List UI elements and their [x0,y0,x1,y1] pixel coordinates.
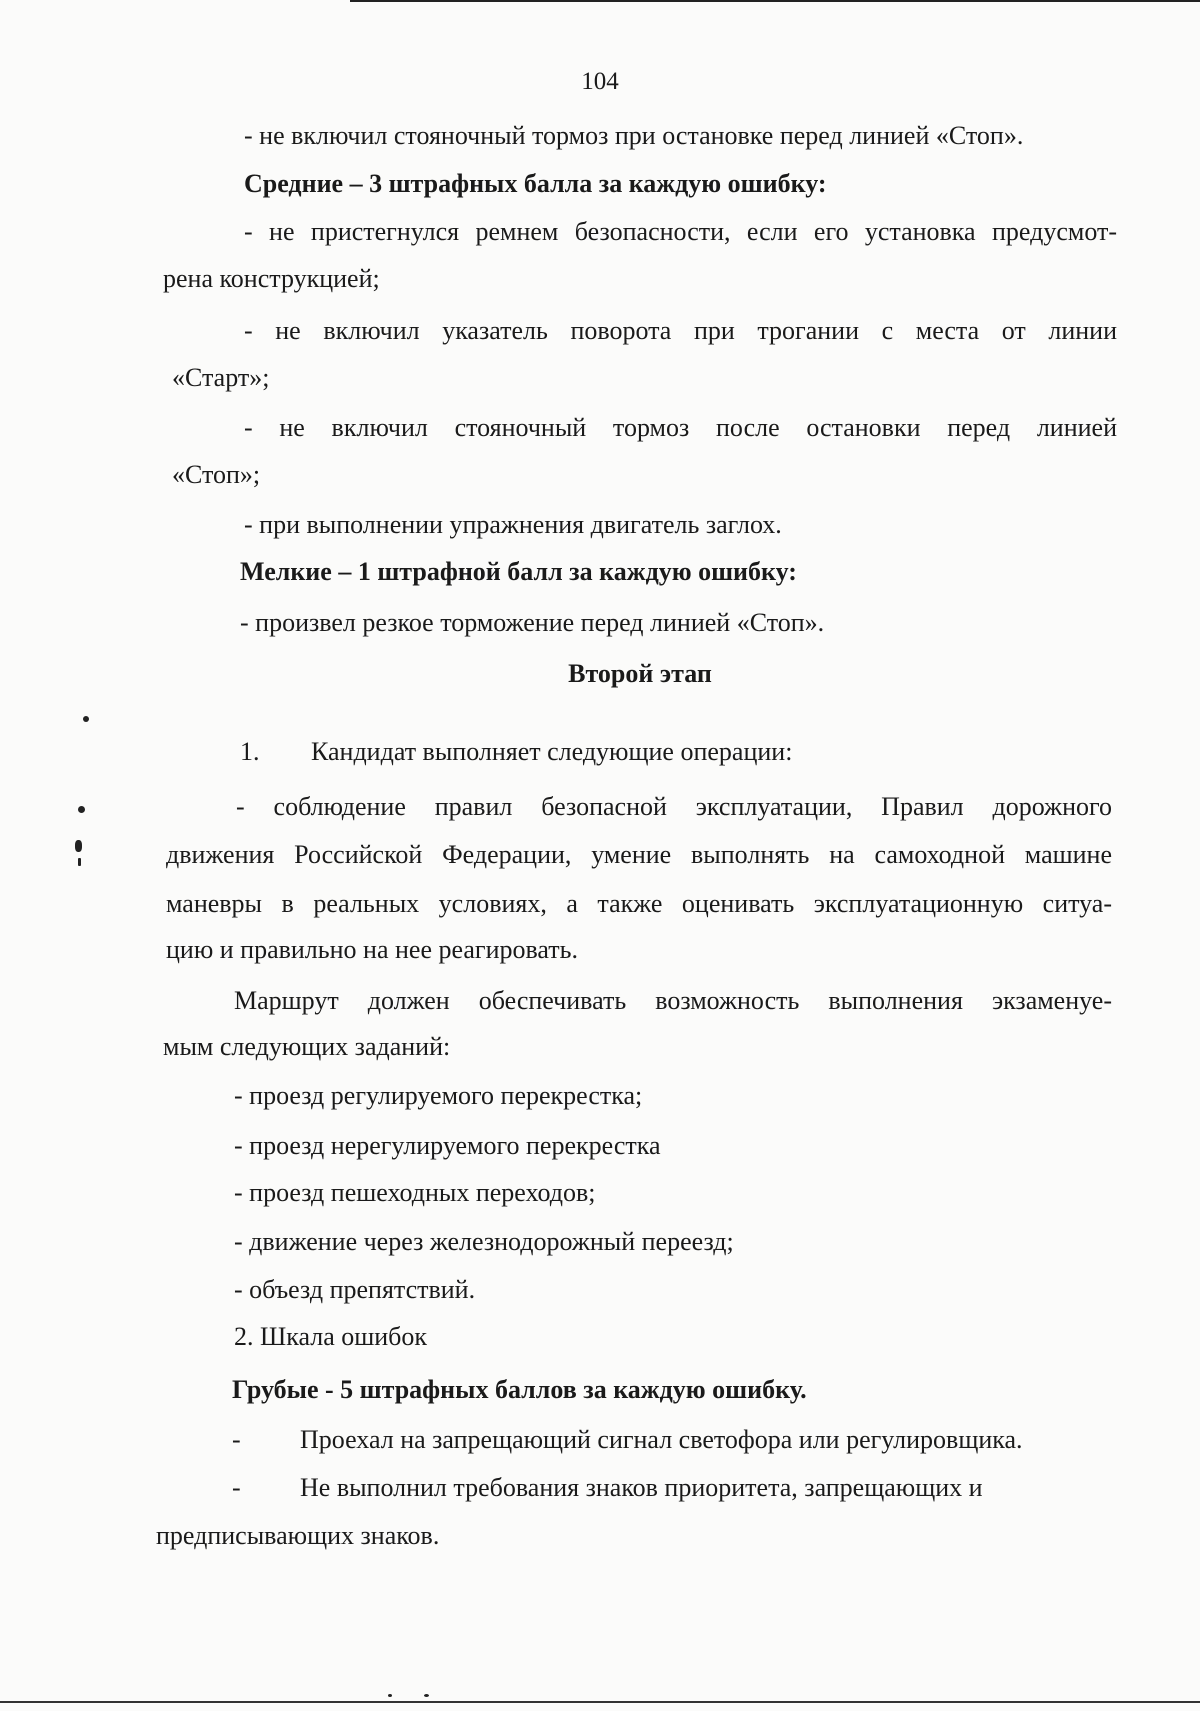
text-line: «Стоп»; [172,460,261,489]
text-line: Кандидат выполняет следующие операции: [311,737,793,766]
text-line: Маршрут должен обеспечивать возможность выполнения экзаменуе- [234,986,1112,1015]
list-item: - проезд регулируемого перекрестка; [234,1081,643,1110]
list-item: - движение через железнодорожный переезд; [234,1227,734,1256]
text-line: - не включил указатель поворота при трогании с места от линии [244,316,1117,345]
text-line: «Старт»; [172,363,270,392]
scan-speck [75,840,82,852]
text-line: - произвел резкое торможение перед линией «Стоп». [240,608,825,637]
text-line: рена конструкцией; [163,264,380,293]
text-line: цию и правильно на нее реагировать. [166,935,579,964]
text-line: - не пристегнулся ремнем безопасности, если его установка предусмот- [244,217,1117,246]
scan-speck [78,858,81,866]
list-dash: - [232,1425,241,1454]
text-line: 2. Шкала ошибок [234,1322,428,1351]
scan-speck [78,806,85,813]
section-heading: Второй этап [568,659,712,688]
list-dash: - [232,1473,241,1502]
list-number: 1. [240,737,260,766]
text-line: мым следующих заданий: [163,1032,451,1061]
category-heading-minor: Мелкие – 1 штрафной балл за каждую ошибку: [240,557,797,586]
list-item: - проезд нерегулируемого перекрестка [234,1131,661,1160]
list-item: - проезд пешеходных переходов; [234,1178,596,1207]
text-line: маневры в реальных условиях, а также оценивать эксплуатационную ситуа- [166,889,1112,918]
category-heading-medium: Средние – 3 штрафных балла за каждую ошибку: [244,169,827,198]
bottom-border-line [0,1701,1200,1703]
text-line: - соблюдение правил безопасной эксплуатации, Правил дорожного [236,792,1112,821]
text-line: предписывающих знаков. [156,1521,440,1550]
text-line: Не выполнил требования знаков приоритета, запрещающих и [300,1473,983,1502]
text-line: движения Российской Федерации, умение выполнять на самоходной машине [166,840,1112,869]
scan-speck [424,1694,429,1697]
text-line: - при выполнении упражнения двигатель заглох. [244,510,782,539]
list-item: - объезд препятствий. [234,1275,476,1304]
page-number: 104 [581,68,619,95]
top-border-line [350,0,1200,2]
scan-speck [388,1694,392,1697]
text-line: - не включил стояночный тормоз при остановке перед линией «Стоп». [244,121,1024,150]
text-line: Проехал на запрещающий сигнал светофора или регулировщика. [300,1425,1023,1454]
scan-speck [83,716,89,722]
text-line: - не включил стояночный тормоз после остановки перед линией [244,413,1117,442]
category-heading-gross: Грубые - 5 штрафных баллов за каждую ошибку. [232,1375,807,1404]
